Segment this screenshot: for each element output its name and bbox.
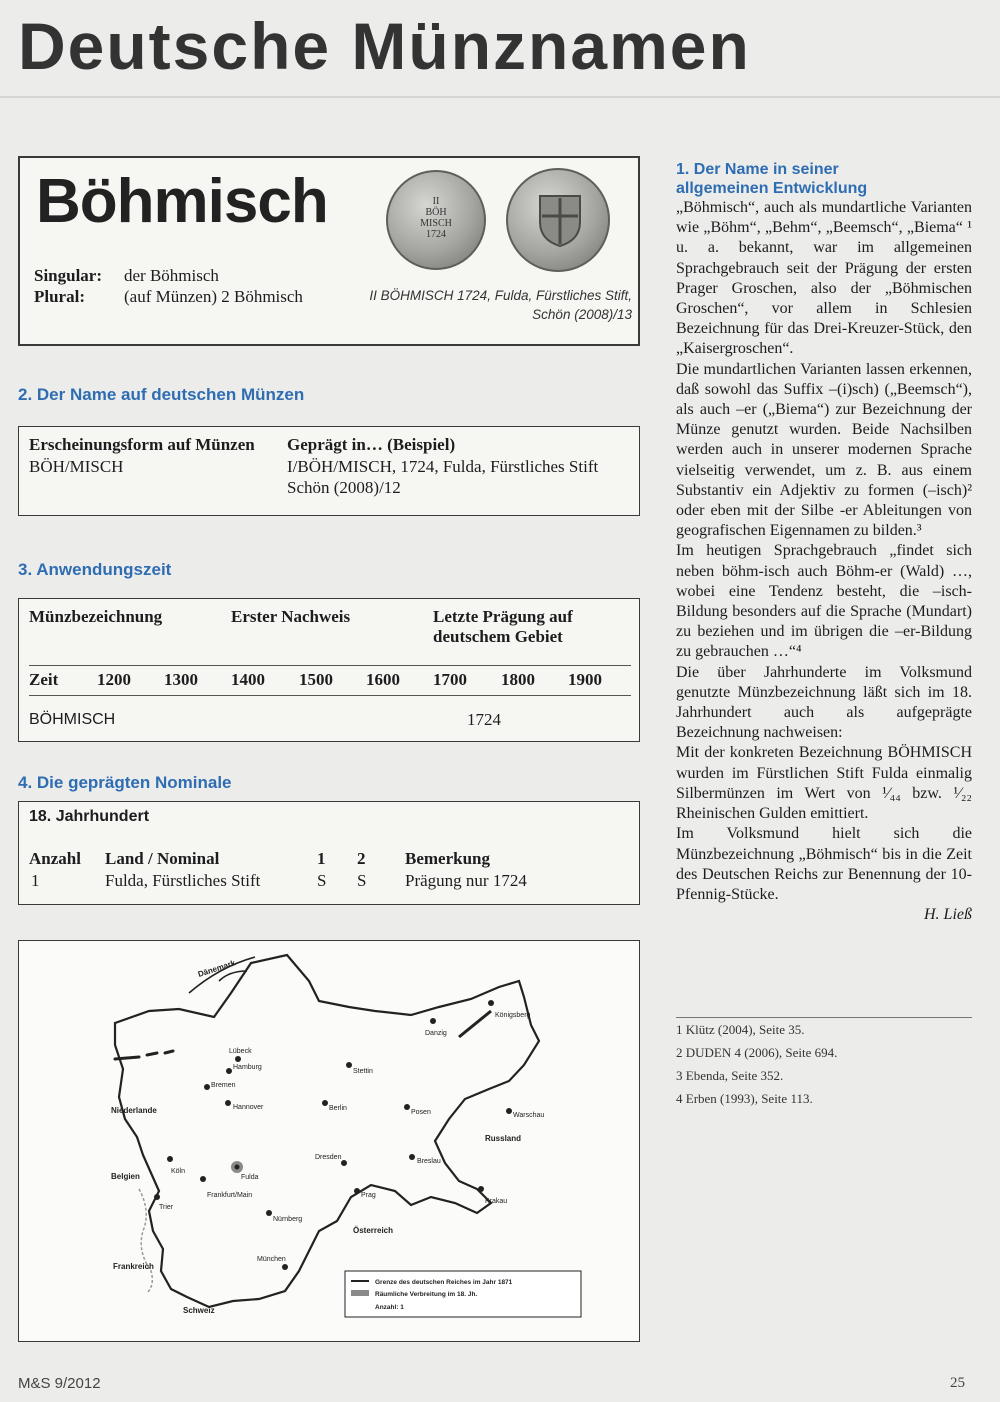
anwendung-row-value: 1724	[467, 710, 501, 729]
rule	[29, 665, 631, 666]
title-rule	[0, 96, 1000, 98]
section4-box	[18, 801, 640, 905]
map-region-label: Österreich	[353, 1226, 394, 1235]
year-label: 1700	[433, 670, 467, 689]
section3-h3: Letzte Prägung auf deutschem Gebiet	[433, 607, 573, 646]
map-city-label: Krakau	[485, 1198, 508, 1205]
nominale-header: Land / Nominal	[105, 849, 220, 868]
singular-label: Singular:	[34, 266, 103, 285]
map-city-label: Hannover	[233, 1104, 264, 1111]
page-title: Deutsche Münznamen	[18, 9, 751, 83]
section2-col2-header: Geprägt in… (Beispiel)	[287, 435, 456, 454]
coin-line: MISCH	[420, 218, 452, 229]
anwendung-row-name: BÖHMISCH	[29, 711, 116, 728]
section2-col1-value: BÖH/MISCH	[29, 457, 124, 476]
year-label: 1400	[231, 670, 265, 689]
section3-h1: Münzbezeichnung	[29, 607, 163, 626]
article-author: H. Ließ	[924, 906, 972, 924]
map-region-label: Niederlande	[111, 1106, 157, 1115]
footnote: 3 Ebenda, Seite 352.	[676, 1068, 784, 1083]
singular-value: der Böhmisch	[124, 266, 219, 285]
reich-border	[115, 955, 539, 1307]
nominale-header: Bemerkung	[405, 849, 490, 868]
map-region-label: Schweiz	[183, 1306, 215, 1315]
section4-heading: 4. Die geprägten Nominale	[18, 773, 232, 792]
map-city-label: Trier	[159, 1204, 174, 1211]
nominale-cell: S	[357, 871, 367, 890]
map-region-label: Dänemark	[196, 958, 237, 979]
map-box	[18, 940, 640, 1342]
coin-obverse-image	[386, 170, 486, 270]
map-city-label: Dresden	[315, 1154, 342, 1161]
nominale-cell: Prägung nur 1724	[405, 871, 527, 890]
headword-box	[18, 156, 640, 346]
section2-col2-line2: Schön (2008)/12	[287, 478, 401, 497]
nominale-cell: S	[317, 871, 327, 890]
section2-heading: 2. Der Name auf deutschen Münzen	[18, 385, 305, 404]
legend-label: Räumliche Verbreitung im 18. Jh.	[375, 1291, 478, 1298]
footnote: 1 Klütz (2004), Seite 35.	[676, 1022, 805, 1037]
headword: Böhmisch	[36, 167, 328, 236]
map-city-label: Königsberg	[495, 1012, 531, 1019]
map-city-label: Fulda	[241, 1174, 259, 1181]
article-paragraph: Die über Jahrhunderte im Volksmund genutzte Münzbezeichnung läßt sich im 18. Jahrhundert auch als aufgeprägte Bezeichnung nachweisen:	[676, 663, 972, 742]
year-label: 1800	[501, 670, 535, 689]
legend-label: Grenze des deutschen Reiches im Jahr 1871	[375, 1279, 513, 1286]
year-label: 1500	[299, 670, 333, 689]
coin-line: BÖH	[425, 207, 447, 218]
map-city-label: Bremen	[211, 1082, 236, 1089]
map-region-label: Frankreich	[113, 1262, 154, 1271]
nominale-header: 2	[357, 849, 366, 868]
nominale-header: Anzahl	[29, 849, 81, 868]
article-heading: 1. Der Name in seiner allgemeinen Entwicklung	[676, 161, 868, 197]
section2-col1-header: Erscheinungsform auf Münzen	[29, 435, 255, 454]
zeit-label: Zeit	[29, 670, 59, 689]
map-city-label: Berlin	[329, 1105, 347, 1112]
coin-line: II	[432, 196, 440, 207]
plural-value: (auf Münzen) 2 Böhmisch	[124, 287, 303, 306]
article-paragraph: „Böhmisch“, auch als mundartliche Varianten wie „Böhm“, „Behm“, „Beemsch“, „Biema“ ¹ u. a. bekannt, war im allgemeinen Sprachgebrauch seit der Prägung der ersten Prager Groschen, also der „Böhmischen Groschen“, vor allem in Schlesien Bezeichnung für das Drei-Kreuzer-Stück, den „Kaisergroschen“.	[676, 199, 972, 358]
plural-label: Plural:	[34, 287, 85, 306]
coin-reverse-image	[506, 168, 610, 272]
map-city-label: Prag	[361, 1192, 376, 1199]
nominale-cell: Fulda, Fürstliches Stift	[105, 871, 261, 890]
article-paragraph: Mit der konkreten Bezeichnung BÖHMISCH wurden im Fürstlichen Stift Fulda einmalig Silbermünzen im Wert von ¹⁄₄₄ bzw. ¹⁄₂₂ Rheinischen Gulden emittiert.	[676, 744, 972, 823]
map-legend	[345, 1271, 581, 1317]
legend-label: Anzahl: 1	[375, 1304, 404, 1311]
footnotes	[676, 1018, 972, 1110]
map-region-label: Belgien	[111, 1172, 140, 1181]
coin-line: 1724	[426, 229, 446, 240]
year-label: 1900	[568, 670, 602, 689]
footnote: 4 Erben (1993), Seite 113.	[676, 1091, 813, 1106]
nominale-cell: 1	[31, 871, 40, 890]
article-paragraph: Im heutigen Sprachgebrauch „findet sich neben böhm-isch auch Böhm-er (Wald) …, wobei eine Tendenz besteht, die –isch-Bildung besonders auf die Sprache (Mundart) zu beziehen und im übrigen die –er-Bildung zu gebrauchen …“⁴	[676, 542, 972, 661]
germany-map	[19, 941, 637, 1339]
section2-col2-line1: I/BÖH/MISCH, 1724, Fulda, Fürstliches Stift	[287, 457, 599, 476]
section2-box	[18, 426, 640, 516]
article-paragraph: Im Volksmund hielt sich die Münzbezeichnung „Böhmisch“ bis in die Zeit des Deutschen Reichs zur Benennung der 10-Pfennig-Stücke.	[676, 825, 972, 903]
coin-caption: II BÖHMISCH 1724, Fulda, Fürstliches Stift, Schön (2008)/13	[369, 288, 632, 322]
map-city-label: Köln	[171, 1168, 186, 1175]
article-column	[676, 160, 972, 925]
map-city-label: Warschau	[513, 1112, 545, 1119]
article-paragraph: Die mundartlichen Varianten lassen erkennen, daß sowohl das Suffix –(i)sch) („Beemsch“), als auch –er („Biema“) zur Bezeichnung der Münze genutzt wurden. Beide Nachsilben werden auch in unserer modernen Sprache vielseitig verwendet, um z. B. aus einem Substantiv ein Adjektiv zu formen (–isch)² oder eben mit der Silbe -er Ableitungen von geografischen Eigennamen zu bilden.³	[676, 360, 972, 540]
map-region-label: Russland	[485, 1134, 522, 1143]
map-city-label: Frankfurt/Main	[207, 1192, 253, 1199]
map-city-label: Nürnberg	[273, 1216, 303, 1223]
nominale-header: 1	[317, 849, 326, 868]
coat-of-arms-icon	[536, 192, 584, 248]
map-city-label: Danzig	[425, 1030, 447, 1037]
year-label: 1300	[164, 670, 198, 689]
map-city-label: Posen	[411, 1109, 431, 1116]
page-number: 25	[950, 1375, 965, 1391]
year-label: 1600	[366, 670, 400, 689]
footnote: 2 DUDEN 4 (2006), Seite 694.	[676, 1045, 838, 1060]
year-label: 1200	[97, 670, 131, 689]
map-city-label: Lübeck	[229, 1048, 252, 1055]
section3-box	[18, 598, 640, 742]
map-city-label: Breslau	[417, 1158, 441, 1165]
map-city-label: München	[257, 1256, 286, 1263]
footer-issue: M&S 9/2012	[18, 1375, 101, 1392]
map-city-label: Hamburg	[233, 1064, 262, 1071]
rule	[29, 695, 631, 696]
section3-h2: Erster Nachweis	[231, 607, 351, 626]
map-city-label: Stettin	[353, 1068, 373, 1075]
century-label: 18. Jahrhundert	[29, 808, 150, 825]
section3-heading: 3. Anwendungszeit	[18, 560, 172, 579]
